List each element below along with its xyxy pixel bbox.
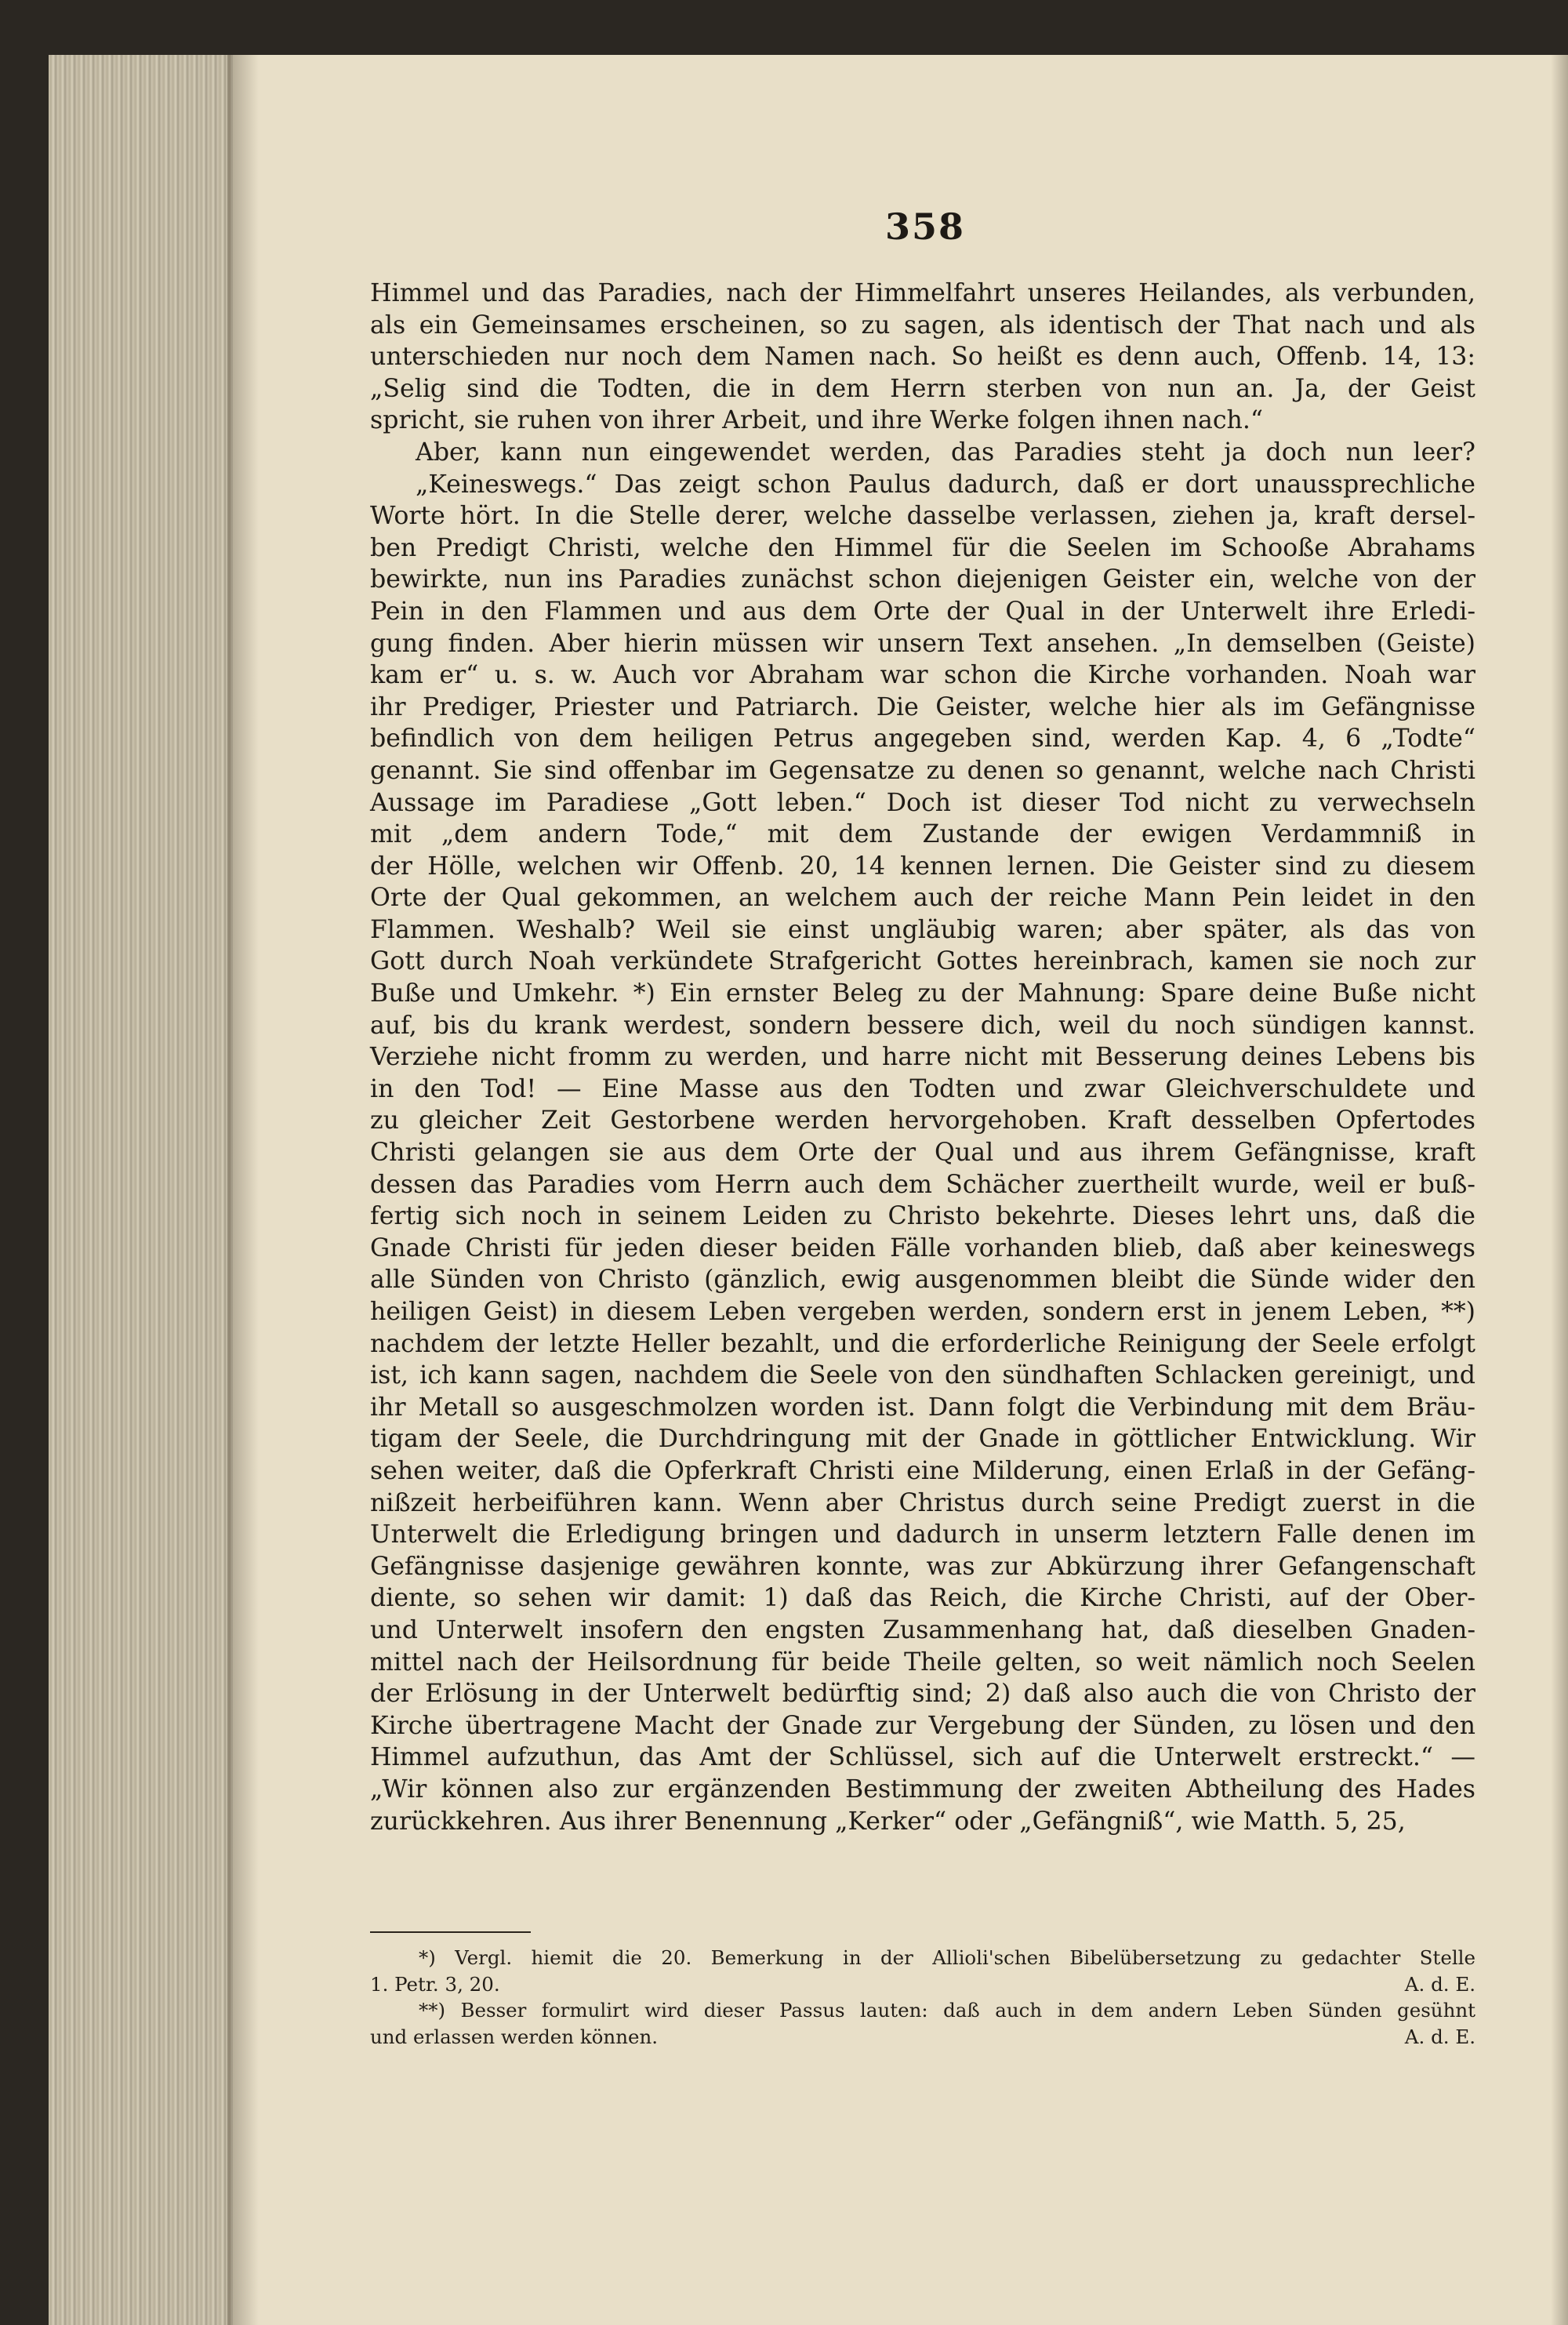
text-line: ihr Prediger, Priester und Patriarch. Die Geister, welche hier als im Gefängnisse [370,692,1475,721]
text-line: tigam der Seele, die Durchdringung mit der Gnade in göttlicher Entwicklung. Wir [370,1425,1475,1454]
text-line: Himmel und das Paradies, nach der Himmelfahrt unseres Heilandes, als verbunden, [370,279,1475,307]
text-line: Gnade Christi für jeden dieser beiden Fälle vorhanden blieb, daß aber keineswegs [370,1233,1475,1262]
text-line: Aber, kann nun eingewendet werden, das Paradies steht ja doch nun leer? [416,438,1475,467]
text-line: Verziehe nicht fromm zu werden, und harre nicht mit Besserung deines Lebens bis [370,1043,1475,1072]
text-line: spricht, sie ruhen von ihrer Arbeit, und ihre Werke folgen ihnen nach.“ [370,406,1264,435]
text-line: zu gleicher Zeit Gestorbene werden hervorgehoben. Kraft desselben Opfertodes [370,1106,1475,1135]
text-line: alle Sünden von Christo (gänzlich, ewig ausgenommen bleibt die Sünde wider den [370,1266,1475,1295]
text-line: Kirche übertragene Macht der Gnade zur Vergebung der Sünden, zu lösen und den [370,1711,1475,1740]
text-line: der Erlösung in der Unterwelt bedürftig sind; 2) daß also auch die von Christo der [370,1680,1475,1709]
text-line: Flammen. Weshalb? Weil sie einst ungläubig waren; aber später, als das von [370,915,1475,944]
text-line: mit „dem andern Tode,“ mit dem Zustande der ewigen Verdammniß in [370,820,1475,849]
text-line: sehen weiter, daß die Opferkraft Christi eine Milderung, einen Erlaß in der Gefäng- [370,1456,1475,1485]
footnotes [370,1945,1475,2050]
footnote-1-reference: 1. Petr. 3, 20. [370,1972,500,1996]
footnote-2-line-1: **) Besser formulirt wird dieser Passus lauten: daß auch in dem andern Leben Sünden gesühnt [419,1999,1475,2022]
footnote-1-line-1: *) Vergl. hiemit die 20. Bemerkung in der Allioli'schen Bibelübersetzung zu gedachter Stelle [419,1946,1475,1969]
text-line: in den Tod! — Eine Masse aus den Todten und zwar Gleichverschuldete und [370,1074,1475,1103]
text-line: ist, ich kann sagen, nachdem die Seele von den sündhaften Schlacken gereinigt, und [370,1361,1475,1390]
footnote-1-line-2 [370,1971,1475,1998]
text-line: nachdem der letzte Heller bezahlt, und die erforderliche Reinigung der Seele erfolgt [370,1329,1475,1358]
text-line: Unterwelt die Erledigung bringen und dadurch in unserm letztern Falle denen im [370,1520,1475,1549]
text-line: mittel nach der Heilsordnung für beide Theile gelten, so weit nämlich noch Seelen [370,1647,1475,1677]
text-line: zurückkehren. Aus ihrer Benennung „Kerker“ oder „Gefängniß“, wie Matth. 5, 25, [370,1807,1406,1836]
text-line: Orte der Qual gekommen, an welchem auch der reiche Mann Pein leidet in den [370,884,1475,913]
footnote-2-line-2 [370,2024,1475,2051]
text-line: genannt. Sie sind offenbar im Gegensatze zu denen so genannt, welche nach Christi [370,756,1475,785]
text-line: unterschieden nur noch dem Namen nach. So heißt es denn auch, Offenb. 14, 13: [370,343,1475,372]
text-line: Gott durch Noah verkündete Strafgericht Gottes hereinbrach, kamen sie noch zur [370,947,1475,976]
book-page-edges [49,55,233,2325]
right-edge-shadow [1551,55,1568,2325]
page-number: 358 [884,205,966,248]
footnote-2-signature: A. d. E. [1404,2025,1475,2048]
text-line: Gefängnisse dasjenige gewähren konnte, was zur Abkürzung ihrer Gefangenschaft [370,1552,1475,1581]
text-line: der Hölle, welchen wir Offenb. 20, 14 kennen lernen. Die Geister sind zu diesem [370,852,1475,881]
text-line: „Selig sind die Todten, die in dem Herrn sterben von nun an. Ja, der Geist [370,374,1475,403]
text-line: diente, so sehen wir damit: 1) daß das Reich, die Kirche Christi, auf der Ober- [370,1584,1475,1613]
text-line: Worte hört. In die Stelle derer, welche dasselbe verlassen, ziehen ja, kraft dersel- [370,502,1475,531]
footnote-1-signature: A. d. E. [1404,1972,1475,1996]
text-line: nißzeit herbeiführen kann. Wenn aber Christus durch seine Predigt zuerst in die [370,1488,1475,1517]
text-line: dessen das Paradies vom Herrn auch dem Schächer zuertheilt wurde, weil er buß- [370,1170,1475,1199]
text-line: fertig sich noch in seinem Leiden zu Christo bekehrte. Dieses lehrt uns, daß die [370,1202,1475,1231]
text-line: Christi gelangen sie aus dem Orte der Qual und aus ihrem Gefängnisse, kraft [370,1139,1475,1168]
text-line: bewirkte, nun ins Paradies zunächst schon diejenigen Geister ein, welche von der [370,565,1475,594]
body-text [370,278,1475,1837]
text-line: „Wir können also zur ergänzenden Bestimmung der zweiten Abtheilung des Hades [370,1775,1475,1804]
gutter-shadow [227,55,259,2325]
text-line: Aussage im Paradiese „Gott leben.“ Doch ist dieser Tod nicht zu verwechseln [370,788,1475,817]
text-line: auf, bis du krank werdest, sondern bessere dich, weil du noch sündigen kannst. [370,1011,1475,1040]
text-line: ihr Metall so ausgeschmolzen worden ist. Dann folgt die Verbindung mit dem Bräu- [370,1393,1475,1422]
text-line: befindlich von dem heiligen Petrus angegeben sind, werden Kap. 4, 6 „Todte“ [370,725,1475,754]
text-line: als ein Gemeinsames erscheinen, so zu sagen, als identisch der That nach und als [370,311,1475,340]
text-line: Pein in den Flammen und aus dem Orte der Qual in der Unterwelt ihre Erledi- [370,597,1475,626]
text-line: gung finden. Aber hierin müssen wir unsern Text ansehen. „In demselben (Geiste) [370,629,1475,658]
text-line: Himmel aufzuthun, das Amt der Schlüssel, sich auf die Unterwelt erstreckt.“ — [370,1743,1475,1772]
text-line: kam er“ u. s. w. Auch vor Abraham war schon die Kirche vorhanden. Noah war [370,661,1475,690]
text-line: heiligen Geist) in diesem Leben vergeben werden, sondern erst in jenem Leben, **) [370,1298,1475,1326]
text-line: ben Predigt Christi, welche den Himmel für die Seelen im Schooße Abrahams [370,533,1475,562]
footnote-2-text-end: und erlassen werden können. [370,2025,659,2048]
text-line: Buße und Umkehr. *) Ein ernster Beleg zu der Mahnung: Spare deine Buße nicht [370,979,1475,1008]
footnote-rule [370,1931,531,1933]
text-line: und Unterwelt insofern den engsten Zusammenhang hat, daß dieselben Gnaden- [370,1615,1475,1644]
text-line: „Keineswegs.“ Das zeigt schon Paulus dadurch, daß er dort unaussprechliche [416,470,1475,499]
